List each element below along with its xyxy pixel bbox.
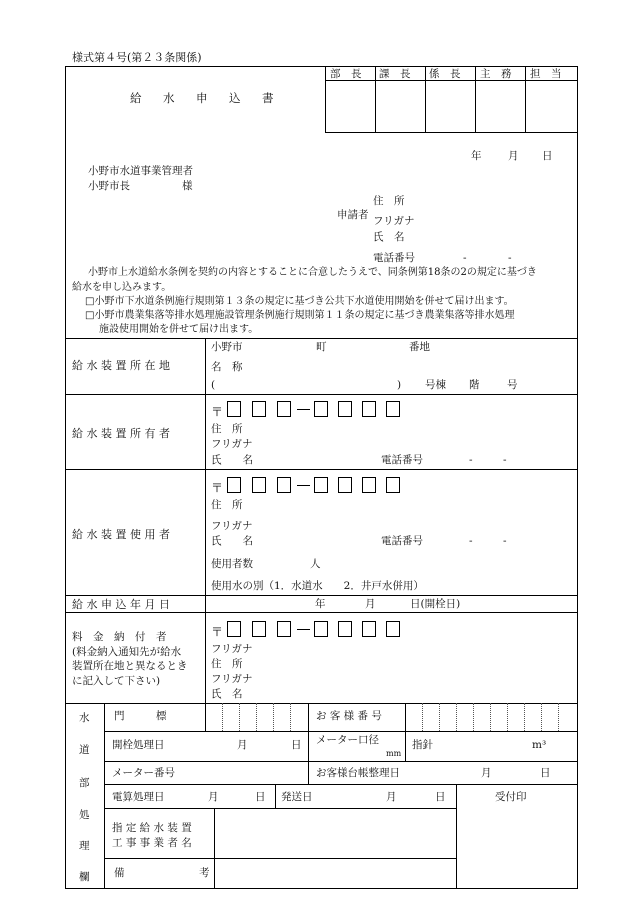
shishin-label: 指針 — [412, 739, 433, 751]
applicant-name-label: 氏 名 — [373, 231, 405, 243]
contractor-label-2: 工 事 事 業 者 名 — [112, 837, 192, 849]
office-side-label-6: 欄 — [79, 871, 90, 883]
approval-header-kacho: 課 長 — [379, 68, 411, 80]
user-phone-sep1: - — [469, 535, 473, 547]
postal-digit-box[interactable] — [338, 621, 352, 637]
postal-digit-box[interactable] — [338, 477, 352, 493]
postal-digit-box[interactable] — [314, 401, 328, 417]
applicant-address-label: 住 所 — [373, 195, 405, 207]
approval-stamp-area[interactable] — [325, 81, 578, 132]
monhyo-input[interactable] — [206, 704, 308, 730]
owner-phone-label: 電話番号 — [381, 454, 423, 466]
payer-label-2: (料金納入通知先が給水 — [72, 646, 182, 658]
send-date-label: 発送日 — [281, 791, 313, 803]
declaration-line1: 小野市上水道給水条例を契約の内容とすることに合意したうえで、同条例第18条の2の規定に基づき — [88, 267, 537, 278]
postal-digit-box[interactable] — [252, 401, 266, 417]
payer-name-label: 氏 名 — [211, 688, 243, 700]
date-year: 年 — [471, 150, 482, 162]
meter-caliber-unit: mm — [386, 749, 402, 758]
kaisen-date-label: 開栓処理日 — [112, 739, 165, 751]
approval-header-tanto: 担 当 — [530, 68, 562, 80]
payer-label-3: 装置所在地と異なるとき — [72, 660, 188, 672]
owner-furigana-label: フリガナ — [211, 438, 253, 450]
addressee-line2: 小野市長 — [88, 180, 130, 192]
meter-number-label: メーター番号 — [112, 767, 175, 779]
approval-header-bucho: 部 長 — [330, 68, 362, 80]
postal-digit-box[interactable] — [386, 621, 400, 637]
contractor-input[interactable] — [215, 809, 455, 858]
applicant-phone-label: 電話番号 — [373, 252, 415, 264]
payer-address-label: 住 所 — [211, 658, 243, 670]
location-gotou: 号棟 — [425, 379, 446, 391]
location-paren-close: ) — [397, 379, 402, 391]
date-day: 日 — [542, 150, 553, 162]
office-side-label-1: 水 — [79, 712, 90, 724]
payer-furigana2-label: フリガナ — [211, 673, 253, 685]
location-paren-open: ( — [211, 379, 216, 391]
received-stamp-area[interactable] — [457, 808, 577, 888]
shishin-input[interactable] — [440, 733, 530, 759]
postal-digit-box[interactable] — [277, 477, 291, 493]
remarks-input[interactable] — [215, 859, 455, 888]
postal-digit-box[interactable] — [227, 401, 241, 417]
shishin-unit: m³ — [532, 739, 547, 751]
meter-caliber-label: メーター口径 — [316, 734, 379, 746]
postal-digit-box[interactable] — [252, 621, 266, 637]
user-postal-mark: 〒 — [211, 481, 224, 495]
kaisen-month: 月 — [237, 739, 248, 751]
app-date-month: 月 — [365, 598, 376, 610]
received-stamp-label: 受付印 — [495, 791, 527, 803]
user-phone-label: 電話番号 — [381, 535, 423, 547]
applicant-phone-sep2: - — [508, 252, 512, 264]
remarks-label-right: 考 — [199, 867, 210, 879]
postal-digit-box[interactable] — [227, 621, 241, 637]
form-title: 給 水 申 込 書 — [130, 91, 279, 105]
postal-digit-box[interactable] — [386, 477, 400, 493]
declaration-option-sewer[interactable]: □小野市下水道条例施行規則第１３条の規定に基づき公共下水道使用開始を併せて届け出ます。 — [85, 296, 514, 307]
postal-digit-box[interactable] — [252, 477, 266, 493]
app-date-day: 日(開栓日) — [410, 598, 461, 610]
declaration-option-rural-l1[interactable]: □小野市農業集落等排水処理施設管理条例施行規則第１１条の規定に基づき農業集落等排水処理 — [85, 310, 515, 321]
postal-dash — [297, 485, 310, 486]
customer-number-label: お 客 様 番 号 — [316, 710, 382, 722]
payer-label-4: に記入して下さい) — [72, 675, 161, 687]
owner-phone-sep1: - — [469, 454, 473, 466]
applicant-label: 申請者 — [337, 209, 369, 221]
user-label: 給 水 装 置 使 用 者 — [72, 528, 170, 541]
send-month: 月 — [386, 791, 397, 803]
office-side-label-4: 処 — [79, 809, 90, 821]
location-meisho: 名 称 — [211, 361, 243, 373]
user-count-unit: 人 — [310, 558, 321, 570]
monhyo-label: 門 標 — [114, 710, 167, 722]
user-phone-sep2: - — [503, 535, 507, 547]
location-label: 給 水 装 置 所 在 地 — [72, 359, 170, 372]
declaration-option-rural-l2: 施設使用開始を併せて届け出ます。 — [99, 324, 259, 335]
owner-postal-mark: 〒 — [211, 405, 224, 419]
owner-name-label: 氏 名 — [211, 454, 253, 466]
applicant-phone-sep1: - — [463, 252, 467, 264]
postal-digit-box[interactable] — [386, 401, 400, 417]
postal-dash — [297, 409, 310, 410]
user-furigana-label: フリガナ — [211, 520, 253, 532]
office-side-label-3: 部 — [79, 777, 90, 789]
customer-number-input[interactable] — [406, 704, 577, 730]
user-water-type[interactable]: 使用水の別（1．水道水 2．井戸水併用） — [211, 580, 424, 592]
ledger-day: 日 — [540, 767, 551, 779]
kaisen-day: 日 — [291, 739, 302, 751]
user-address-label: 住 所 — [211, 499, 243, 511]
office-side-label-5: 理 — [79, 840, 90, 852]
payer-label-1: 料 金 納 付 者 — [72, 631, 167, 643]
user-count-label: 使用者数 — [211, 558, 253, 570]
app-date-year: 年 — [315, 598, 326, 610]
postal-digit-box[interactable] — [277, 621, 291, 637]
applicant-input-area[interactable] — [415, 192, 570, 267]
postal-digit-box[interactable] — [362, 401, 376, 417]
app-date-input-area[interactable] — [250, 597, 570, 611]
declaration-line2: 給水を申し込みます。 — [72, 282, 172, 293]
postal-digit-box[interactable] — [362, 621, 376, 637]
ledger-date-label: お客様台帳整理日 — [316, 767, 400, 779]
remarks-label-left: 備 — [114, 867, 125, 879]
postal-digit-box[interactable] — [362, 477, 376, 493]
location-input-area[interactable] — [250, 340, 570, 392]
addressee-line1: 小野市水道事業管理者 — [88, 165, 193, 177]
postal-digit-box[interactable] — [338, 401, 352, 417]
location-banchi: 番地 — [409, 341, 430, 353]
send-day: 日 — [435, 791, 446, 803]
postal-dash — [297, 629, 310, 630]
user-name-label: 氏 名 — [211, 535, 253, 547]
location-city: 小野市 — [211, 341, 243, 353]
postal-digit-box[interactable] — [314, 621, 328, 637]
addressee-sama: 様 — [182, 180, 193, 192]
approval-header-kakaricho: 係 長 — [429, 68, 461, 80]
location-gou: 号 — [507, 379, 518, 391]
location-cho: 町 — [316, 341, 327, 353]
office-side-label-2: 道 — [79, 744, 90, 756]
approval-header-shumu: 主 務 — [480, 68, 512, 80]
postal-digit-box[interactable] — [227, 477, 241, 493]
location-kai: 階 — [469, 379, 480, 391]
owner-phone-sep2: - — [503, 454, 507, 466]
owner-label: 給 水 装 置 所 有 者 — [72, 427, 170, 440]
app-date-label: 給 水 申 込 年 月 日 — [72, 598, 170, 611]
owner-address-label: 住 所 — [211, 423, 243, 435]
calc-day: 日 — [255, 791, 266, 803]
ledger-month: 月 — [481, 767, 492, 779]
applicant-furigana-label: フリガナ — [373, 215, 415, 227]
form-number: 様式第４号(第２３条関係) — [72, 51, 202, 64]
calc-date-label: 電算処理日 — [112, 791, 165, 803]
meter-number-input[interactable] — [180, 763, 305, 782]
postal-digit-box[interactable] — [277, 401, 291, 417]
payer-furigana1-label: フリガナ — [211, 643, 253, 655]
date-month: 月 — [508, 150, 519, 162]
calc-month: 月 — [208, 791, 219, 803]
payer-postal-mark: 〒 — [211, 625, 224, 639]
postal-digit-box[interactable] — [314, 477, 328, 493]
contractor-label-1: 指 定 給 水 装 置 — [112, 822, 192, 834]
